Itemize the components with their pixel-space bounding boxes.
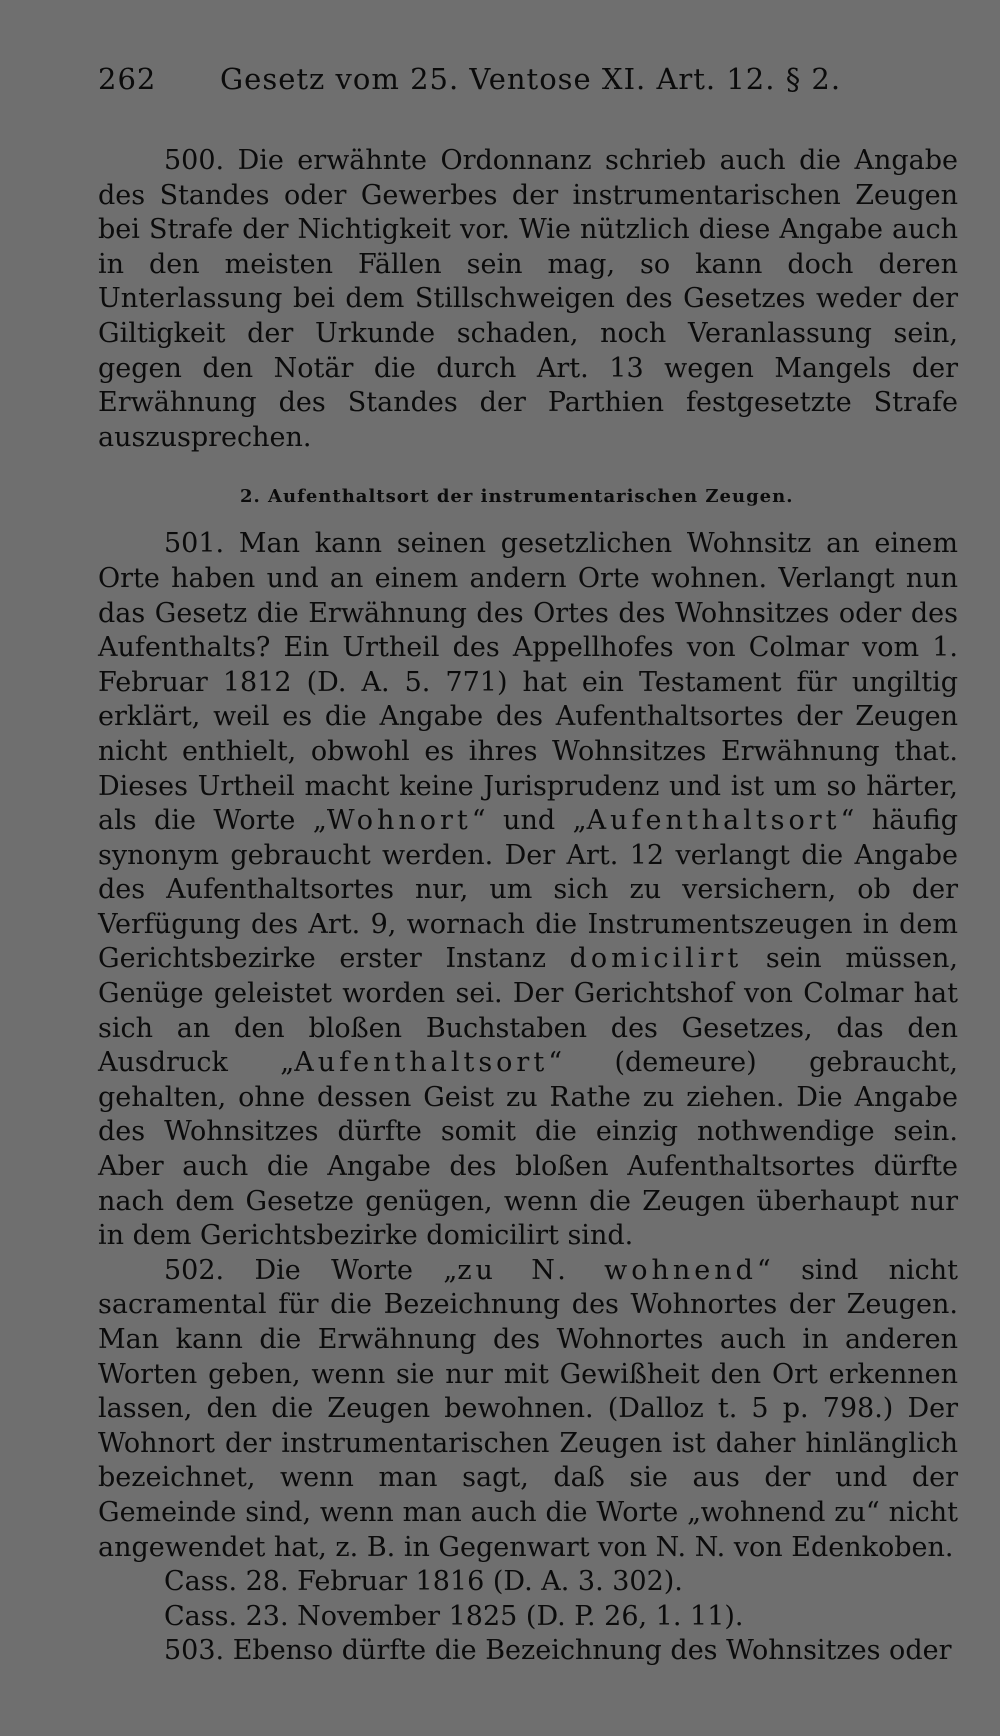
paragraph-501	[98, 527, 958, 1253]
spaced-term-aufenthaltsort-2: Aufenthaltsort	[294, 1047, 549, 1079]
paragraph-502	[98, 1254, 958, 1565]
paragraph-502-text-a: 502. Die Worte „	[164, 1254, 458, 1286]
page-body	[98, 144, 958, 1669]
running-title: Gesetz vom 25. Ventose XI. Art. 12. § 2.	[220, 62, 842, 96]
paragraph-501-text-b: “ und „	[471, 805, 587, 837]
citation-line: Cass. 23. November 1825 (D. P. 26, 1. 11).	[164, 1600, 744, 1632]
paragraph-500: 500. Die erwähnte Ordonnanz schrieb auch die Angabe des Standes oder Gewerbes der instrumentarischen Zeugen bei Strafe der Nichtigkeit vor. Wie nützlich diese Angabe auch in den meisten Fällen sein mag, so kann doch deren Unterlassung bei dem Stillschweigen des Gesetzes weder der Giltigkeit der Urkunde schaden, noch Veranlassung sein, gegen den Notär die durch Art. 13 wegen Mangels der Erwähnung des Standes der Parthien festgesetzte Strafe auszusprechen.	[98, 145, 958, 453]
citation-line: Cass. 28. Februar 1816 (D. A. 3. 302).	[164, 1566, 683, 1598]
page-number: 262	[98, 62, 157, 96]
book-page	[98, 62, 958, 1669]
paragraph-501-text-e: “ (demeure) gebraucht, gehalten, ohne dessen Geist zu Rathe zu ziehen. Die Angabe des Wohnsitzes dürfte somit die einzig nothwendige sein. Aber auch die Angabe des bloßen Aufenthaltsortes dürfte nach dem Gesetze genügen, wenn die Zeugen überhaupt nur in dem Gerichtsbezirke domicilirt sind.	[98, 1047, 958, 1252]
spaced-term-aufenthaltsort: Aufenthaltsort	[586, 805, 841, 837]
spaced-term-wohnort: Wohnort	[326, 805, 472, 837]
spaced-term-domicilirt: domicilirt	[569, 943, 743, 975]
paragraph-501-text-d: sein müssen, Genüge geleistet worden sei. Der Gerichtshof von Colmar hat sich an den bloßen Buchstaben des Gesetzes, das den Ausdruck „	[98, 943, 958, 1079]
paragraph-501-text-a: 501. Man kann seinen gesetzlichen Wohnsitz an einem Orte haben und an einem andern Orte wohnen. Verlangt nun das Gesetz die Erwähnung des Ortes des Wohnsitzes oder des Aufenthalts? Ein Urtheil des Appellhofes von Colmar vom 1. Februar 1812 (D. A. 5. 771) hat ein Testament für ungiltig erklärt, weil es die Angabe des Aufenthaltsortes der Zeugen nicht enthielt, obwohl es ihres Wohnsitzes Erwähnung that. Dieses Urtheil macht keine Jurisprudenz und ist um so härter, als die Worte „	[98, 528, 958, 837]
running-head	[98, 62, 958, 108]
paragraph-503: 503. Ebenso dürfte die Bezeichnung des Wohnsitzes oder	[164, 1635, 952, 1667]
section-heading: 2. Aufenthaltsort der instrumentarischen Zeugen.	[240, 486, 794, 508]
spaced-term-zu-n-wohnend: zu N. wohnend	[457, 1254, 757, 1286]
paragraph-501-text-c: “ häufig synonym gebraucht werden. Der Art. 12 verlangt die Angabe des Aufenthaltsortes nur, um sich zu versichern, ob der Verfügung des Art. 9, wornach die Instrumentszeugen in dem Gerichtsbezirke erster Instanz	[98, 805, 958, 975]
paragraph-502-text-b: “ sind nicht sacramental für die Bezeichnung des Wohnortes der Zeugen. Man kann die Erwähnung des Wohnortes auch in anderen Worten geben, wenn sie nur mit Gewißheit den Ort erkennen lassen, den die Zeugen bewohnen. (Dalloz t. 5 p. 798.) Der Wohnort der instrumentarischen Zeugen ist daher hinlänglich bezeichnet, wenn man sagt, daß sie aus der und der Gemeinde sind, wenn man auch die Worte „wohnend zu“ nicht angewendet hat, z. B. in Gegenwart von N. N. von Edenkoben.	[98, 1254, 958, 1563]
